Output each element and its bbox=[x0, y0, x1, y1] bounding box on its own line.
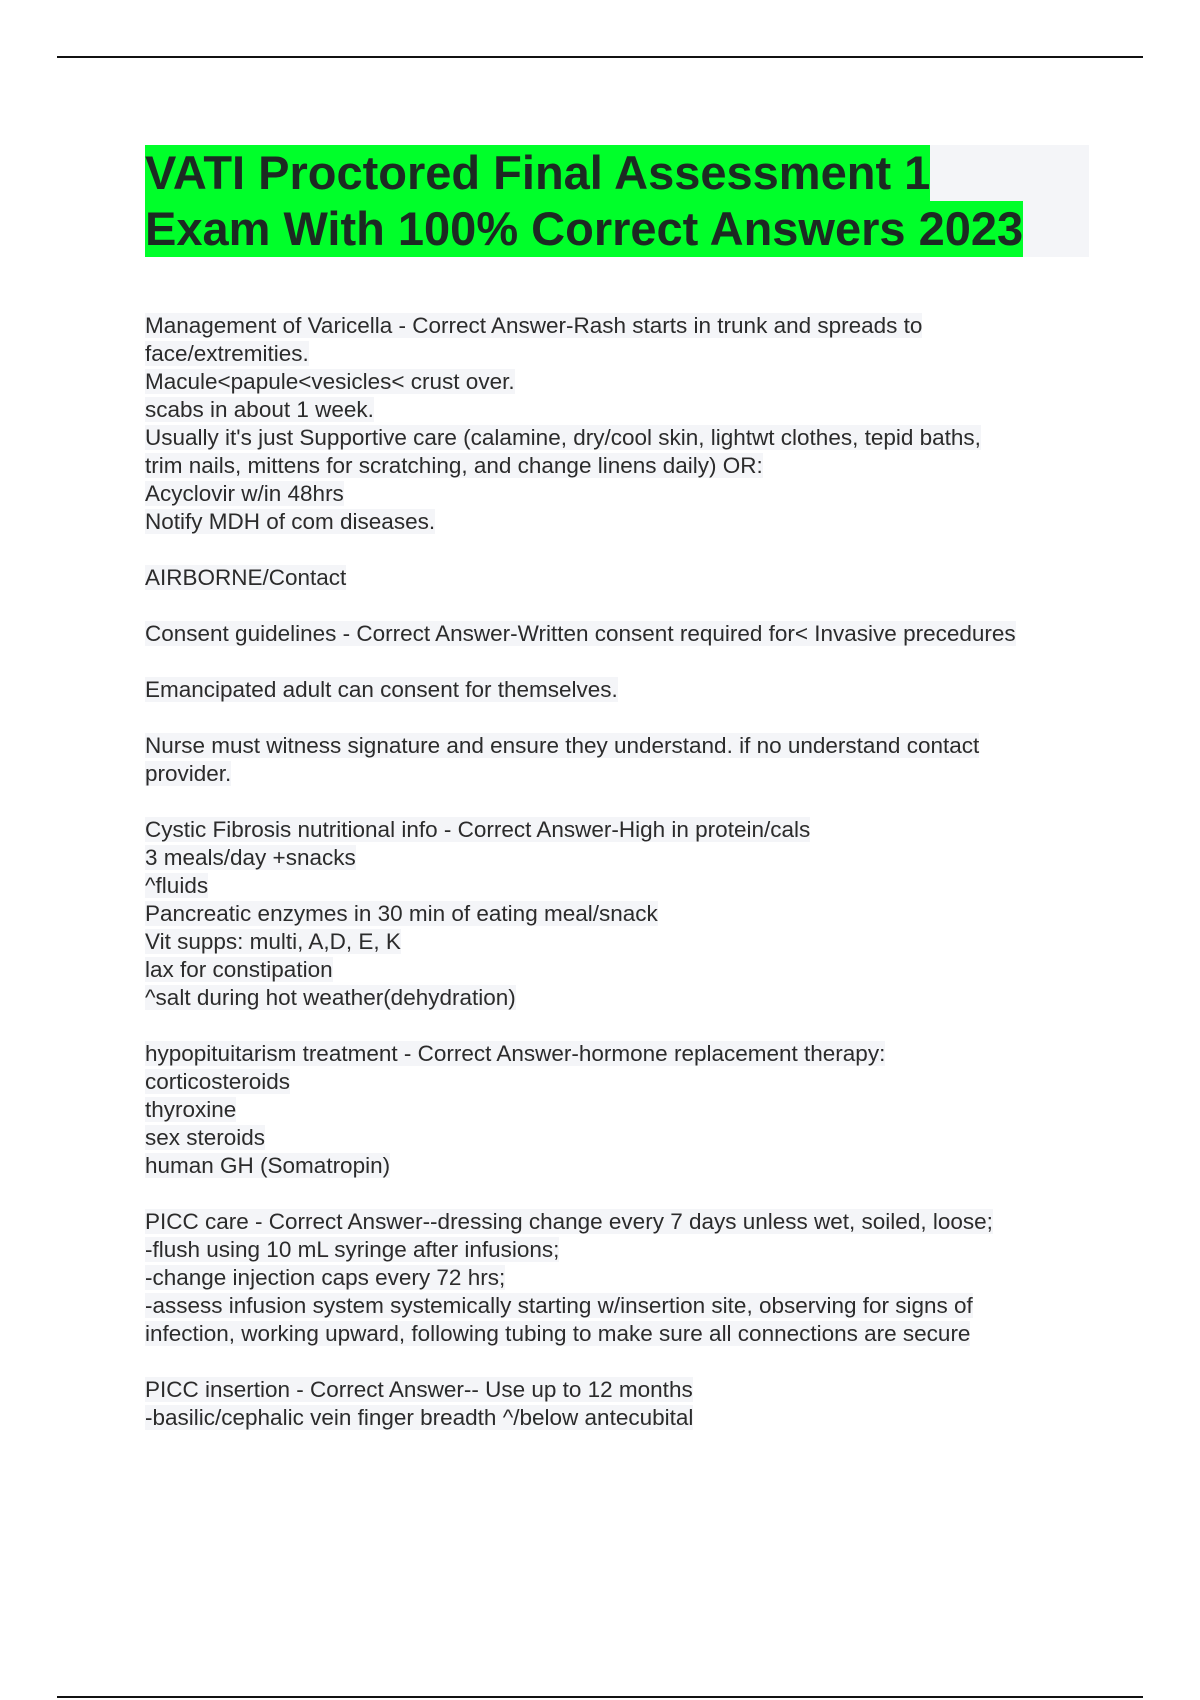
text-line-content: hypopituitarism treatment - Correct Answer-hormone replacement therapy: bbox=[145, 1041, 886, 1066]
qa-entry bbox=[145, 620, 1105, 648]
text-line-content: scabs in about 1 week. bbox=[145, 397, 374, 422]
text-line bbox=[145, 1124, 1105, 1152]
qa-entry bbox=[145, 1376, 1105, 1432]
text-line-content: sex steroids bbox=[145, 1125, 266, 1150]
text-line bbox=[145, 1096, 1105, 1124]
text-line-content: Consent guidelines - Correct Answer-Written consent required for< Invasive precedures bbox=[145, 621, 1016, 646]
text-line-content: 3 meals/day +snacks bbox=[145, 845, 356, 870]
text-line-content: Cystic Fibrosis nutritional info - Correct Answer-High in protein/cals bbox=[145, 817, 811, 842]
text-line bbox=[145, 564, 1105, 592]
text-line-content: Acyclovir w/in 48hrs bbox=[145, 481, 344, 506]
text-line-content: Usually it's just Supportive care (calamine, dry/cool skin, lightwt clothes, tepid baths, bbox=[145, 425, 981, 450]
text-line-content: Management of Varicella - Correct Answer-Rash starts in trunk and spreads to bbox=[145, 313, 923, 338]
text-line-content: trim nails, mittens for scratching, and change linens daily) OR: bbox=[145, 453, 763, 478]
qa-entry bbox=[145, 1040, 1105, 1180]
text-line bbox=[145, 508, 1105, 536]
title-line-2: Exam With 100% Correct Answers 2023 bbox=[145, 202, 1024, 255]
text-line bbox=[145, 984, 1105, 1012]
text-line bbox=[145, 1236, 1105, 1264]
text-line bbox=[145, 1376, 1105, 1404]
text-line-content: Nurse must witness signature and ensure they understand. if no understand contact bbox=[145, 733, 980, 758]
bottom-rule bbox=[57, 1696, 1143, 1698]
text-line-content: thyroxine bbox=[145, 1097, 237, 1122]
text-line-content: PICC insertion - Correct Answer-- Use up to 12 months bbox=[145, 1377, 693, 1402]
text-line-content: -assess infusion system systemically starting w/insertion site, observing for signs of bbox=[145, 1293, 973, 1318]
text-line bbox=[145, 480, 1105, 508]
text-line bbox=[145, 1068, 1105, 1096]
text-line-content: Pancreatic enzymes in 30 min of eating meal/snack bbox=[145, 901, 658, 926]
text-line bbox=[145, 312, 1105, 340]
text-line bbox=[145, 760, 1105, 788]
text-line-content: provider. bbox=[145, 761, 232, 786]
text-line-content: lax for constipation bbox=[145, 957, 333, 982]
title-line-1: VATI Proctored Final Assessment 1 bbox=[145, 146, 931, 199]
text-line-content: -basilic/cephalic vein finger breadth ^/below antecubital bbox=[145, 1405, 694, 1430]
text-line-content: Vit supps: multi, A,D, E, K bbox=[145, 929, 401, 954]
qa-entry bbox=[145, 1208, 1105, 1348]
text-line bbox=[145, 816, 1105, 844]
text-line-content: infection, working upward, following tubing to make sure all connections are secure bbox=[145, 1321, 971, 1346]
text-line bbox=[145, 1404, 1105, 1432]
text-line-content: -flush using 10 mL syringe after infusions; bbox=[145, 1237, 560, 1262]
text-line bbox=[145, 732, 1105, 760]
text-line-content: human GH (Somatropin) bbox=[145, 1153, 391, 1178]
text-line-content: ^salt during hot weather(dehydration) bbox=[145, 985, 516, 1010]
text-line bbox=[145, 872, 1105, 900]
text-line-content: corticosteroids bbox=[145, 1069, 291, 1094]
text-line bbox=[145, 844, 1105, 872]
qa-entry bbox=[145, 564, 1105, 592]
text-line bbox=[145, 900, 1105, 928]
top-rule bbox=[57, 56, 1143, 58]
text-line bbox=[145, 424, 1105, 452]
text-line-content: PICC care - Correct Answer--dressing change every 7 days unless wet, soiled, loose; bbox=[145, 1209, 993, 1234]
text-line-content: ^fluids bbox=[145, 873, 209, 898]
text-line bbox=[145, 452, 1105, 480]
text-line bbox=[145, 676, 1105, 704]
qa-entry bbox=[145, 816, 1105, 1012]
text-line-content: -change injection caps every 72 hrs; bbox=[145, 1265, 506, 1290]
text-line bbox=[145, 368, 1105, 396]
text-line-content: Macule<papule<vesicles< crust over. bbox=[145, 369, 515, 394]
text-line-content: Notify MDH of com diseases. bbox=[145, 509, 436, 534]
qa-entry bbox=[145, 312, 1105, 536]
text-line bbox=[145, 1152, 1105, 1180]
text-line-content: face/extremities. bbox=[145, 341, 309, 366]
text-line bbox=[145, 928, 1105, 956]
text-line bbox=[145, 1264, 1105, 1292]
document-body bbox=[145, 312, 1105, 1460]
document-title bbox=[145, 145, 1089, 257]
text-line bbox=[145, 620, 1105, 648]
text-line bbox=[145, 340, 1105, 368]
text-line bbox=[145, 1292, 1105, 1320]
text-line bbox=[145, 396, 1105, 424]
text-line-content: Emancipated adult can consent for themselves. bbox=[145, 677, 618, 702]
qa-entry bbox=[145, 732, 1105, 788]
qa-entry bbox=[145, 676, 1105, 704]
text-line bbox=[145, 1040, 1105, 1068]
text-line bbox=[145, 1320, 1105, 1348]
text-line-content: AIRBORNE/Contact bbox=[145, 565, 347, 590]
text-line bbox=[145, 1208, 1105, 1236]
text-line bbox=[145, 956, 1105, 984]
